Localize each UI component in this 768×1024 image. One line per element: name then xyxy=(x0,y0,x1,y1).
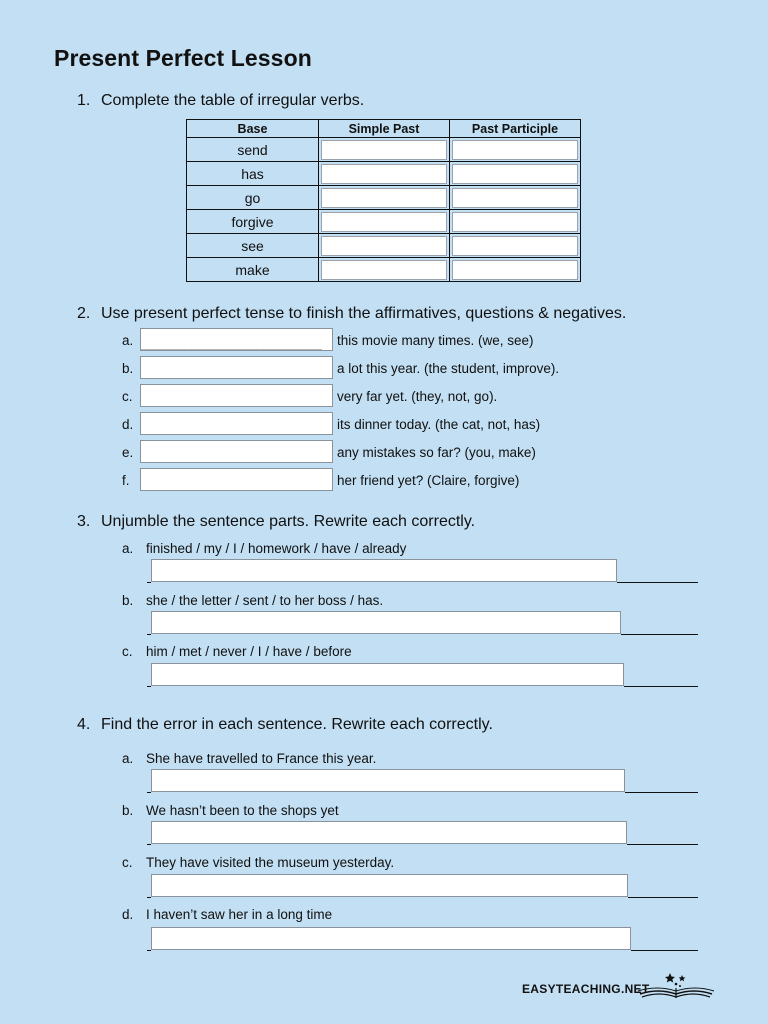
question-2-heading xyxy=(77,305,626,323)
item-label: a. xyxy=(122,751,134,766)
underline xyxy=(625,792,698,793)
past-participle-cell xyxy=(450,234,581,258)
answer-input[interactable] xyxy=(151,769,625,792)
answer-input[interactable] xyxy=(151,821,627,844)
past-participle-input[interactable] xyxy=(452,260,578,280)
answer-input[interactable] xyxy=(151,874,628,897)
answer-input[interactable] xyxy=(151,559,617,582)
past-participle-input[interactable] xyxy=(452,212,578,232)
item-prompt: We hasn’t been to the shops yet xyxy=(146,803,339,818)
question-3-number: 3. xyxy=(77,513,91,530)
underline xyxy=(627,844,698,845)
item-label: c. xyxy=(122,644,133,659)
base-verb-cell: forgive xyxy=(187,210,319,234)
table-header-row xyxy=(187,120,581,138)
item-label: a. xyxy=(122,541,134,556)
answer-input[interactable]: _________________________ xyxy=(140,328,333,351)
column-header-simple-past: Simple Past xyxy=(319,120,450,138)
table-row xyxy=(187,138,581,162)
past-participle-cell xyxy=(450,258,581,282)
item-prompt: very far yet. (they, not, go). xyxy=(337,389,498,404)
table-row xyxy=(187,210,581,234)
answer-input[interactable] xyxy=(151,927,631,950)
table-row xyxy=(187,162,581,186)
answer-line xyxy=(147,821,698,845)
item-label: c. xyxy=(122,389,133,404)
error-item xyxy=(122,855,394,870)
base-verb-cell: send xyxy=(187,138,319,162)
question-3-text: Unjumble the sentence parts. Rewrite each correctly. xyxy=(101,513,476,530)
answer-input[interactable] xyxy=(140,412,333,435)
item-label: f. xyxy=(122,473,130,488)
answer-input[interactable] xyxy=(140,468,333,491)
answer-input[interactable] xyxy=(140,384,333,407)
unjumble-item xyxy=(122,541,406,556)
logo-text: EASYTEACHING.NET xyxy=(522,982,650,996)
past-participle-input[interactable] xyxy=(452,164,578,184)
answer-input[interactable] xyxy=(151,611,621,634)
answer-line xyxy=(147,663,698,687)
base-verb-cell: has xyxy=(187,162,319,186)
base-verb-cell: see xyxy=(187,234,319,258)
item-prompt: him / met / never / I / have / before xyxy=(146,644,352,659)
base-verb-cell: go xyxy=(187,186,319,210)
item-label: a. xyxy=(122,333,134,348)
item-prompt: this movie many times. (we, see) xyxy=(337,333,534,348)
answer-line xyxy=(147,559,698,583)
past-participle-cell xyxy=(450,186,581,210)
underline xyxy=(147,844,151,845)
table-row xyxy=(187,258,581,282)
answer-line xyxy=(147,874,698,898)
question-2-text: Use present perfect tense to finish the affirmatives, questions & negatives. xyxy=(101,305,627,322)
answer-line xyxy=(147,927,698,951)
question-4-heading xyxy=(77,716,493,734)
question-3-heading xyxy=(77,513,475,531)
simple-past-input[interactable] xyxy=(321,140,447,160)
simple-past-input[interactable] xyxy=(321,164,447,184)
underline xyxy=(631,950,698,951)
simple-past-input[interactable] xyxy=(321,188,447,208)
item-label: b. xyxy=(122,803,134,818)
simple-past-cell xyxy=(319,258,450,282)
past-participle-cell xyxy=(450,138,581,162)
underline xyxy=(147,686,151,687)
error-item xyxy=(122,751,376,766)
simple-past-input[interactable] xyxy=(321,236,447,256)
item-prompt: its dinner today. (the cat, not, has) xyxy=(337,417,541,432)
underline xyxy=(147,582,151,583)
answer-input[interactable] xyxy=(151,663,624,686)
past-participle-cell xyxy=(450,210,581,234)
underline xyxy=(147,792,151,793)
column-header-base: Base xyxy=(187,120,319,138)
item-prompt: She have travelled to France this year. xyxy=(146,751,377,766)
simple-past-cell xyxy=(319,210,450,234)
column-header-past-participle: Past Participle xyxy=(450,120,581,138)
question-2-number: 2. xyxy=(77,305,91,322)
item-label: b. xyxy=(122,593,134,608)
item-prompt: I haven’t saw her in a long time xyxy=(146,907,333,922)
simple-past-input[interactable] xyxy=(321,212,447,232)
unjumble-item xyxy=(122,593,383,608)
item-prompt: a lot this year. (the student, improve). xyxy=(337,361,560,376)
base-verb-cell: make xyxy=(187,258,319,282)
question-4-text: Find the error in each sentence. Rewrite each correctly. xyxy=(101,716,493,733)
open-book-stars-icon xyxy=(636,970,716,1000)
underline xyxy=(147,897,151,898)
underline xyxy=(624,686,698,687)
answer-input[interactable] xyxy=(140,356,333,379)
item-prompt: They have visited the museum yesterday. xyxy=(146,855,395,870)
underline xyxy=(617,582,698,583)
error-item xyxy=(122,907,332,922)
item-prompt: she / the letter / sent / to her boss / has. xyxy=(146,593,384,608)
simple-past-cell xyxy=(319,138,450,162)
simple-past-cell xyxy=(319,234,450,258)
item-prompt: her friend yet? (Claire, forgive) xyxy=(337,473,520,488)
error-item xyxy=(122,803,339,818)
unjumble-item xyxy=(122,644,352,659)
question-1-text: Complete the table of irregular verbs. xyxy=(101,92,365,109)
irregular-verbs-table xyxy=(186,119,581,282)
question-4-number: 4. xyxy=(77,716,91,733)
item-prompt: finished / my / I / homework / have / already xyxy=(146,541,407,556)
past-participle-input[interactable] xyxy=(452,188,578,208)
past-participle-input[interactable] xyxy=(452,236,578,256)
item-label: b. xyxy=(122,361,134,376)
simple-past-cell xyxy=(319,162,450,186)
table-row xyxy=(187,234,581,258)
past-participle-input[interactable] xyxy=(452,140,578,160)
page-title: Present Perfect Lesson xyxy=(54,45,312,71)
underline xyxy=(628,897,698,898)
answer-input[interactable] xyxy=(140,440,333,463)
underline xyxy=(621,634,698,635)
item-label: d. xyxy=(122,907,134,922)
question-1-heading xyxy=(77,92,364,110)
underline xyxy=(147,634,151,635)
answer-line xyxy=(147,769,698,793)
answer-line xyxy=(147,611,698,635)
item-label: d. xyxy=(122,417,134,432)
item-prompt: any mistakes so far? (you, make) xyxy=(337,445,536,460)
question-1-number: 1. xyxy=(77,92,91,109)
item-label: e. xyxy=(122,445,134,460)
table-row xyxy=(187,186,581,210)
simple-past-cell xyxy=(319,186,450,210)
past-participle-cell xyxy=(450,162,581,186)
simple-past-input[interactable] xyxy=(321,260,447,280)
item-label: c. xyxy=(122,855,133,870)
underline xyxy=(147,950,151,951)
